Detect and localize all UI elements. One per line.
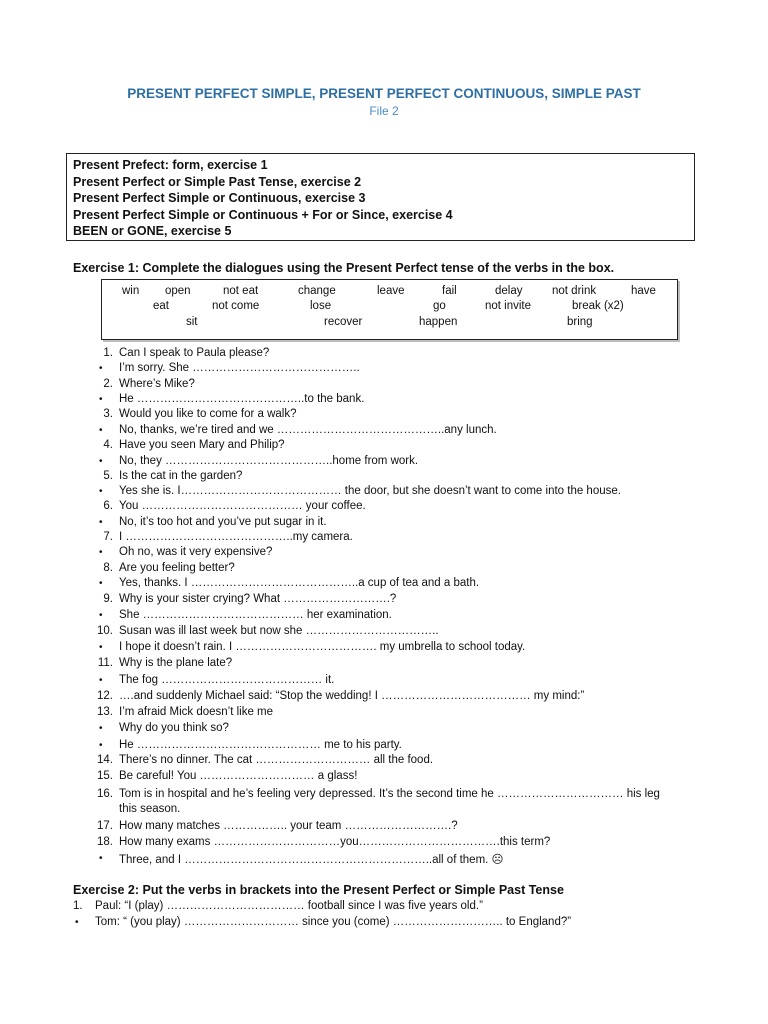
line-text: I hope it doesn’t rain. I ………………………………. my umbrella to school today. — [119, 641, 526, 653]
verb: leave — [377, 285, 405, 297]
item-number: 14. — [97, 754, 113, 766]
line-text: You …………………………………… your coffee. — [119, 500, 366, 512]
bullet-marker: • — [99, 394, 103, 405]
verb: change — [298, 285, 336, 297]
verb: recover — [324, 316, 363, 328]
verb: open — [165, 285, 191, 297]
line-text: Tom: “ (you play) ………………………… since you (come) ……………………….. to England?” — [95, 916, 572, 928]
verb: lose — [310, 300, 332, 312]
contents-item: Present Perfect Simple or Continuous + For or Since, exercise 4 — [73, 207, 453, 222]
verb: not invite — [485, 300, 532, 312]
line-text: Have you seen Mary and Philip? — [119, 439, 285, 451]
line-text: Why is your sister crying? What ……………………….? — [119, 593, 397, 605]
item-number: 8. — [103, 562, 113, 574]
item-number: 5. — [103, 470, 113, 482]
item-number: 7. — [103, 531, 113, 543]
line-text: Why is the plane late? — [119, 657, 233, 669]
bullet-marker: • — [99, 578, 103, 589]
bullet-marker: • — [99, 853, 103, 864]
line-text: I’m afraid Mick doesn’t like me — [119, 706, 274, 718]
line-text: I ……………………………………..my camera. — [119, 531, 353, 543]
verb: delay — [495, 285, 523, 297]
verb: break (x2) — [572, 300, 624, 312]
verb: eat — [153, 300, 169, 312]
contents-item: BEEN or GONE, exercise 5 — [73, 224, 232, 239]
verb: sit — [186, 316, 198, 328]
line-text: Three, and I ………………………………………………………..all of them. ☹ — [119, 854, 504, 866]
line-text: Are you feeling better? — [119, 562, 235, 574]
line-text: this season. — [119, 803, 181, 815]
contents-item: Present Perfect Simple or Continuous, exercise 3 — [73, 191, 366, 206]
line-text: Oh no, was it very expensive? — [119, 546, 273, 558]
item-number: 11. — [97, 657, 113, 669]
contents-item: Present Perfect or Simple Past Tense, exercise 2 — [73, 174, 362, 189]
item-number: 16. — [97, 788, 113, 800]
bullet-marker: • — [99, 675, 103, 686]
page-subtitle: File 2 — [369, 104, 399, 118]
line-text: There’s no dinner. The cat ………………………… all the food. — [119, 754, 434, 766]
line-text: Why do you think so? — [119, 722, 229, 734]
item-number: 1. — [103, 347, 113, 359]
bullet-marker: • — [99, 425, 103, 436]
item-number: 17. — [97, 820, 113, 832]
exercise-2-heading: Exercise 2: Put the verbs in brackets into the Present Perfect or Simple Past Tense — [73, 883, 564, 897]
line-text: No, thanks, we’re tired and we ……………………………………..any lunch. — [119, 424, 497, 436]
line-text: The fog …………………………………… it. — [119, 674, 335, 686]
bullet-marker: • — [75, 917, 79, 928]
line-text: Yes she is. I…………………………………… the door, but she doesn’t want to come into the house. — [119, 485, 621, 497]
contents-item: Present Prefect: form, exercise 1 — [73, 158, 268, 172]
item-number: 6. — [103, 500, 113, 512]
line-text: He ………………………………………… me to his party. — [119, 739, 402, 751]
item-number: 9. — [103, 593, 113, 605]
bullet-marker: • — [99, 610, 103, 621]
bullet-marker: • — [99, 486, 103, 497]
line-text: Is the cat in the garden? — [119, 470, 243, 482]
item-number: 2. — [103, 378, 113, 390]
item-number: 13. — [97, 706, 113, 718]
item-number: 1. — [73, 900, 83, 912]
line-text: How many matches …………….. your team ……………………….? — [119, 820, 458, 832]
line-text: Would you like to come for a walk? — [119, 408, 297, 420]
line-text: No, they ……………………………………..home from work. — [119, 455, 419, 467]
bullet-marker: • — [99, 363, 103, 374]
verb: bring — [567, 316, 593, 328]
verb: not come — [212, 300, 260, 312]
item-number: 12. — [97, 690, 113, 702]
line-text: She …………………………………… her examination. — [119, 609, 392, 621]
exercise-1-heading: Exercise 1: Complete the dialogues using the Present Perfect tense of the verbs in the box. — [73, 261, 615, 275]
verb: not eat — [223, 285, 259, 297]
bullet-marker: • — [99, 723, 103, 734]
verb-box — [101, 279, 678, 340]
item-number: 4. — [103, 439, 113, 451]
line-text: No, it’s too hot and you’ve put sugar in it. — [119, 516, 327, 528]
item-number: 3. — [103, 408, 113, 420]
bullet-marker: • — [99, 642, 103, 653]
verb: have — [631, 285, 656, 297]
contents-box — [66, 153, 695, 241]
verb: happen — [419, 316, 458, 328]
line-text: Be careful! You ………………………… a glass! — [119, 770, 358, 782]
line-text: Can I speak to Paula please? — [119, 347, 270, 359]
bullet-marker: • — [99, 547, 103, 558]
item-number: 15. — [97, 770, 113, 782]
line-text: Susan was ill last week but now she …………………………….. — [119, 625, 439, 637]
verb: win — [122, 285, 140, 297]
line-text: Yes, thanks. I ……………………………………..a cup of tea and a bath. — [119, 577, 480, 589]
line-text: How many exams ……………………………you……………………………….this term? — [119, 836, 551, 848]
line-text: Where’s Mike? — [119, 378, 195, 390]
verb: fail — [442, 285, 457, 297]
item-number: 18. — [97, 836, 113, 848]
item-number: 10. — [97, 625, 113, 637]
line-text: Paul: “I (play) ……………………………… football since I was five years old.” — [95, 900, 483, 912]
verb: not drink — [552, 285, 597, 297]
line-text: Tom is in hospital and he’s feeling very depressed. It’s the second time he …………………………… his leg — [119, 788, 660, 800]
bullet-marker: • — [99, 456, 103, 467]
line-text: ….and suddenly Michael said: “Stop the wedding! I ………………………………… my mind:” — [119, 690, 585, 702]
line-text: I’m sorry. She …………………………………….. — [119, 362, 360, 374]
line-text: He ……………………………………..to the bank. — [119, 393, 365, 405]
bullet-marker: • — [99, 517, 103, 528]
page-title: PRESENT PERFECT SIMPLE, PRESENT PERFECT CONTINUOUS, SIMPLE PAST — [127, 86, 641, 101]
verb: go — [433, 300, 446, 312]
bullet-marker: • — [99, 740, 103, 751]
